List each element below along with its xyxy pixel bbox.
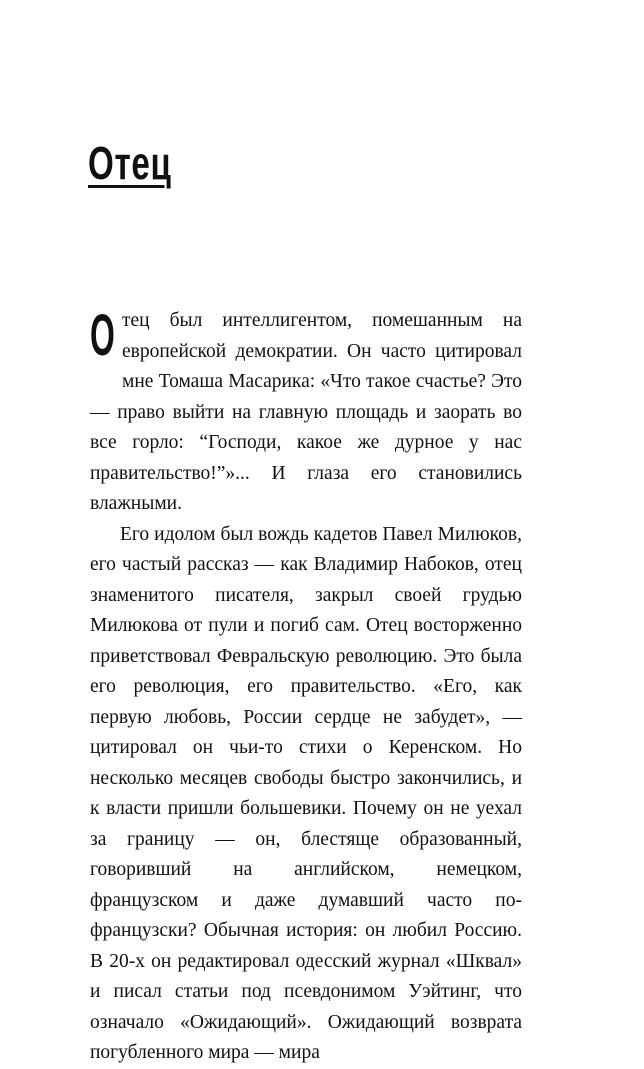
chapter-body	[90, 303, 522, 1069]
paragraph-2: Его идолом был вождь кадетов Павел Милюков, его частый рассказ — как Владимир Набоков, отец знаменитого писателя, закрыл своей грудью Милюкова от пули и погиб сам. Отец восторженно приветствовал Февральскую революцию. Это была его революция, его правительство. «Его, как первую любовь, России сердце не забудет», — цитировал он чьи-то стихи о Керенском. Но несколько месяцев свободы быстро закончились, и к власти пришли большевики. Почему он не уехал за границу — он, блестяще образованный, говоривший на английском, немецком, французском и даже думавший часто по-французски? Обычная история: он любил Россию. В 20-х он редактировал одесский журнал «Шквал» и писал статьи под псевдонимом Уэйтинг, что означало «Ожидающий». Ожидающий возврата погубленного мира — мира	[90, 523, 522, 1063]
chapter-title: Отец	[88, 137, 172, 189]
paragraph-1-text: тец был интеллигентом, помешанным на европейской демократии. Он часто цитировал мне Томаша Масарика: «Что такое счастье? Это — право выйти на главную площадь и заорать во все горло: “Господи, какое же дурное у нас правительство!”»... И глаза его становились влажными.	[90, 310, 522, 514]
paragraph-1	[90, 303, 522, 520]
drop-cap: О	[90, 303, 115, 368]
